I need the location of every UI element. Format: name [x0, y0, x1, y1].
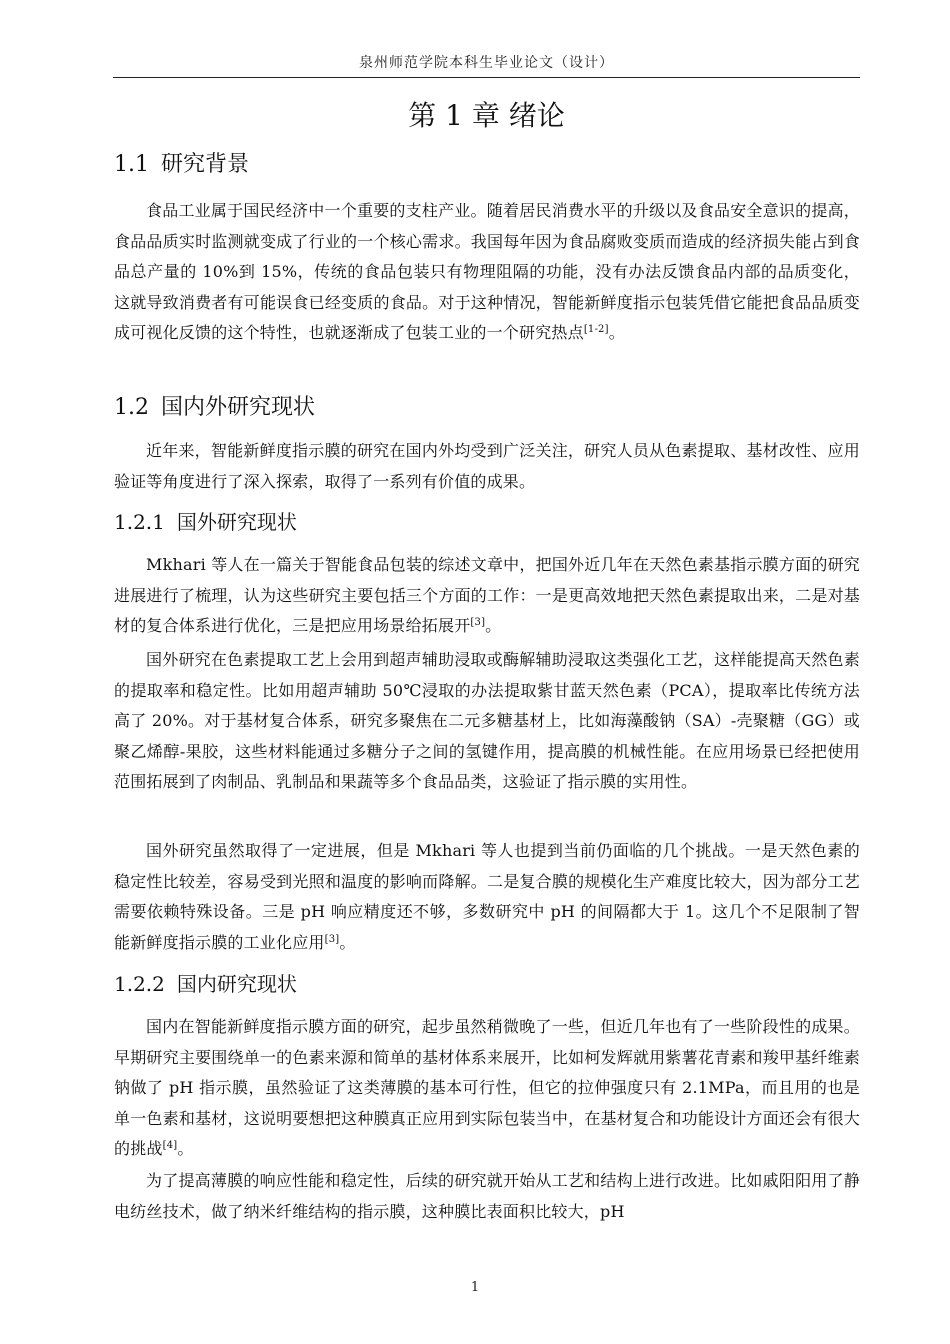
section-heading-1-1 [114, 150, 249, 180]
section-title: 国内外研究现状 [161, 395, 316, 420]
section-number: 1.2.2 [114, 972, 165, 996]
section-number: 1.1 [114, 152, 149, 177]
paragraph-text: 近年来，智能新鲜度指示膜的研究在国内外均受到广泛关注，研究人员从色素提取、基材改性、应用验证等角度进行了深入探索，取得了一系列有价值的成果。 [114, 441, 860, 491]
running-header: 泉州师范学院本科生毕业论文（设计） [359, 55, 614, 71]
paragraph-text: 食品工业属于国民经济中一个重要的支柱产业。随着居民消费水平的升级以及食品安全意识的提高，食品品质实时监测就变成了行业的一个核心需求。我国每年因为食品腐败变质而造成的经济损失能占到食品总产量的 10%到 15%，传统的食品包装只有物理阻隔的功能，没有办法反馈食品内部的品质变化，这就导致消费者有可能误食已经变质的食品。对于这种情况，智能新鲜度指示包装凭借它能把食品品质变成可视化反馈的这个特性，也就逐渐成了包装工业的一个研究热点 [114, 201, 860, 342]
paragraph-end: 。 [485, 616, 502, 635]
section-title: 国外研究现状 [176, 510, 297, 534]
paragraph-overview [114, 436, 860, 497]
paragraph-text: 为了提高薄膜的响应性能和稳定性，后续的研究就开始从工艺和结构上进行改进。比如戚阳阳用了静电纺丝技术，做了纳米纤维结构的指示膜，这种膜比表面积比较大，pH [114, 1171, 860, 1221]
citation: [3] [324, 933, 340, 945]
paragraph-foreign-1 [114, 550, 860, 642]
paragraph-text: 国外研究虽然取得了一定进展，但是 Mkhari 等人也提到当前仍面临的几个挑战。一是天然色素的稳定性比较差，容易受到光照和温度的影响而降解。二是复合膜的规模化生产难度比较大，因为部分工艺需要依赖特殊设备。三是 pH 响应精度还不够，多数研究中 pH 的间隔都大于 1。这几个不足限制了智能新鲜度指示膜的工业化应用 [114, 841, 860, 952]
citation: [4] [162, 1140, 178, 1151]
header-divider [113, 77, 860, 78]
paragraph-domestic-2 [114, 1166, 860, 1227]
paragraph-text: 国内在智能新鲜度指示膜方面的研究，起步虽然稍微晚了一些，但近几年也有了一些阶段性的成果。早期研究主要围绕单一的色素来源和简单的基材体系来展开，比如柯发辉就用紫薯花青素和羧甲基纤维素钠做了 pH 指示膜，虽然验证了这类薄膜的基本可行性，但它的拉伸强度只有 2.1MPa，而且用的也是单一色素和基材，这说明要想把这种膜真正应用到实际包装当中，在基材复合和功能设计方面还会有很大的挑战 [114, 1017, 860, 1158]
paragraph-foreign-2 [114, 645, 860, 798]
page-number: 1 [470, 1280, 480, 1295]
paragraph-background [114, 196, 860, 349]
paragraph-text: Mkhari 等人在一篇关于智能食品包装的综述文章中，把国外近几年在天然色素基指示膜方面的研究进展进行了梳理，认为这些研究主要包括三个方面的工作：一是更高效地把天然色素提取出来，二是对基材的复合体系进行优化，三是把应用场景给拓展开 [114, 555, 860, 635]
section-heading-1-2-2 [114, 970, 297, 998]
section-heading-1-2 [114, 393, 315, 423]
citation: [1-2] [583, 324, 609, 335]
paragraph-text: 国外研究在色素提取工艺上会用到超声辅助浸取或酶解辅助浸取这类强化工艺，这样能提高天然色素的提取率和稳定性。比如用超声辅助 50℃浸取的办法提取紫甘蓝天然色素（PCA），提取率比传统方法高了 20%。对于基材复合体系，研究多聚焦在二元多糖基材上，比如海藻酸钠（SA）-壳聚糖（GG）或聚乙烯醇-果胶，这些材料能通过多糖分子之间的氢键作用，提高膜的机械性能。在应用场景已经把使用范围拓展到了肉制品、乳制品和果蔬等多个食品品类，这验证了指示膜的实用性。 [114, 650, 860, 791]
paragraph-domestic-1 [114, 1012, 860, 1165]
paragraph-end: 。 [177, 1139, 194, 1158]
paragraph-end: 。 [339, 932, 356, 952]
section-number: 1.2 [114, 395, 149, 420]
section-number: 1.2.1 [114, 510, 165, 534]
citation: [3] [470, 617, 486, 628]
chapter-title: 第 1 章 绪论 [408, 99, 565, 132]
section-title: 研究背景 [161, 152, 250, 177]
paragraph-foreign-3 [114, 836, 860, 958]
paragraph-end: 。 [608, 323, 625, 342]
section-heading-1-2-1 [114, 508, 297, 536]
section-title: 国内研究现状 [176, 972, 297, 996]
